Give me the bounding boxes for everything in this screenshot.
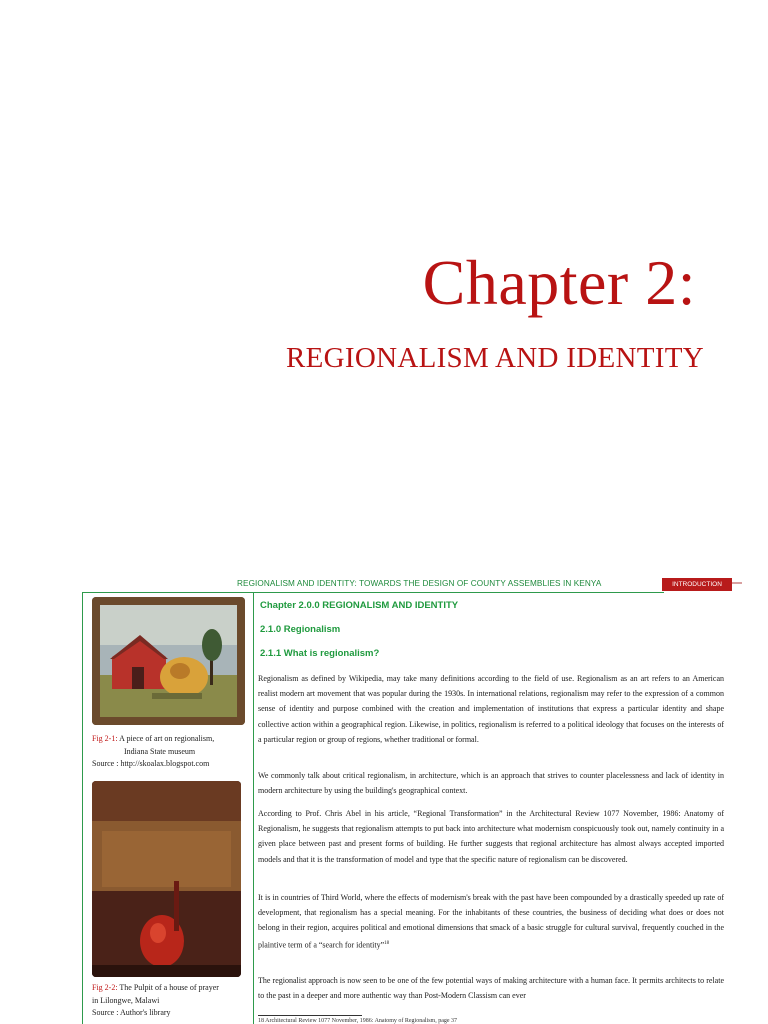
caption-source: Source : Author's library [92,1008,171,1017]
footnote-marker: 18 [384,940,390,946]
paragraph-third-world [258,890,724,952]
paragraph-chris-abel: According to Prof. Chris Abel in his article, “Regional Transformation” in the Architectural Review 1077 November, 1986: Anatomy of Regionalism, he suggests that regionalism attempts to put back into architecture what modernism conspicuously took out, namely continuity in a given place between past and present forms of building. He further suggests that regional architecture has almost always accepted imported models and that it is the transformation of model and type that the specific nature of regionalism can be discovered. [258,809,724,864]
footnote-rule [258,1015,362,1016]
figure-caption-2 [92,982,250,1020]
section-tab-tail [732,582,742,584]
chapter-heading: Chapter 2.0.0 REGIONALISM AND IDENTITY [260,600,459,611]
caption-text-continued: Indiana State museum [124,746,196,756]
frame-top-rule [82,592,664,593]
caption-text-continued: in Lilongwe, Malawi [92,995,160,1005]
paragraph-critical-regionalism: We commonly talk about critical regionalism, in architecture, which is an approach that strives to counter placelessness and lack of identity in modern architecture by using the building's geographical context. [258,771,724,796]
column-divider [253,592,254,1024]
frame-left-rule [82,592,83,1024]
paragraph-regionalist-approach: The regionalist approach is now seen to be one of the few potential ways of making architecture with a human face. It permits architects to relate to the past in a deeper and more authentic way than Post-Modern Classism can ever [258,976,724,1001]
figure-pulpit-photo [92,781,241,977]
footnote: 18 Architectural Review 1077 November, 1986: Anatomy of Regionalism, page 37 [258,1018,458,1024]
chapter-subtitle: REGIONALISM AND IDENTITY [286,342,704,374]
paragraph-definition: Regionalism as defined by Wikipedia, may take many definitions according to the field of use. Regionalism as an art refers to an American realist modern art movement that was popular during the 1930s. In international relations, regionalism may refer to the expression of a common sense of identity and purpose combined with the creation and implementation of institutions that express a particular identity and shape collective action within a geographical region. Likewise, in politics, regionalism is referred to a political ideology that focuses on the interests of a particular region or group of regions, whether traditional or formal. [258,674,724,744]
figure-label: Fig 2-2: [92,983,118,992]
section-heading: 2.1.0 Regionalism [260,624,341,635]
chapter-title: Chapter 2: [422,247,696,318]
section-tab: INTRODUCTION [662,578,732,591]
figure-label: Fig 2-1: [92,734,118,743]
figure-regionalism-painting [92,597,245,725]
paragraph-third-world-text: It is in countries of Third World, where the effects of modernism's break with the past have been compounded by a drastically speeded up rate of development, that regionalism has a special meaning. For the inhabitants of these countries, the business of deciding what does or does not belong in their region, acquires political and emotional dimensions that smack of a basic struggle for cultural survival, frequently couched in the plaintive term of a “search for identity” [258,893,724,950]
running-header-text: REGIONALISM AND IDENTITY: TOWARDS THE DESIGN OF COUNTY ASSEMBLIES IN KENYA [237,579,602,588]
caption-text: A piece of art on regionalism, [117,734,215,743]
figure-caption-1 [92,733,250,771]
subsection-heading: 2.1.1 What is regionalism? [260,648,380,659]
caption-source: Source : http://skoalax.blogspot.com [92,759,210,768]
caption-text: The Pulpit of a house of prayer [117,983,219,992]
